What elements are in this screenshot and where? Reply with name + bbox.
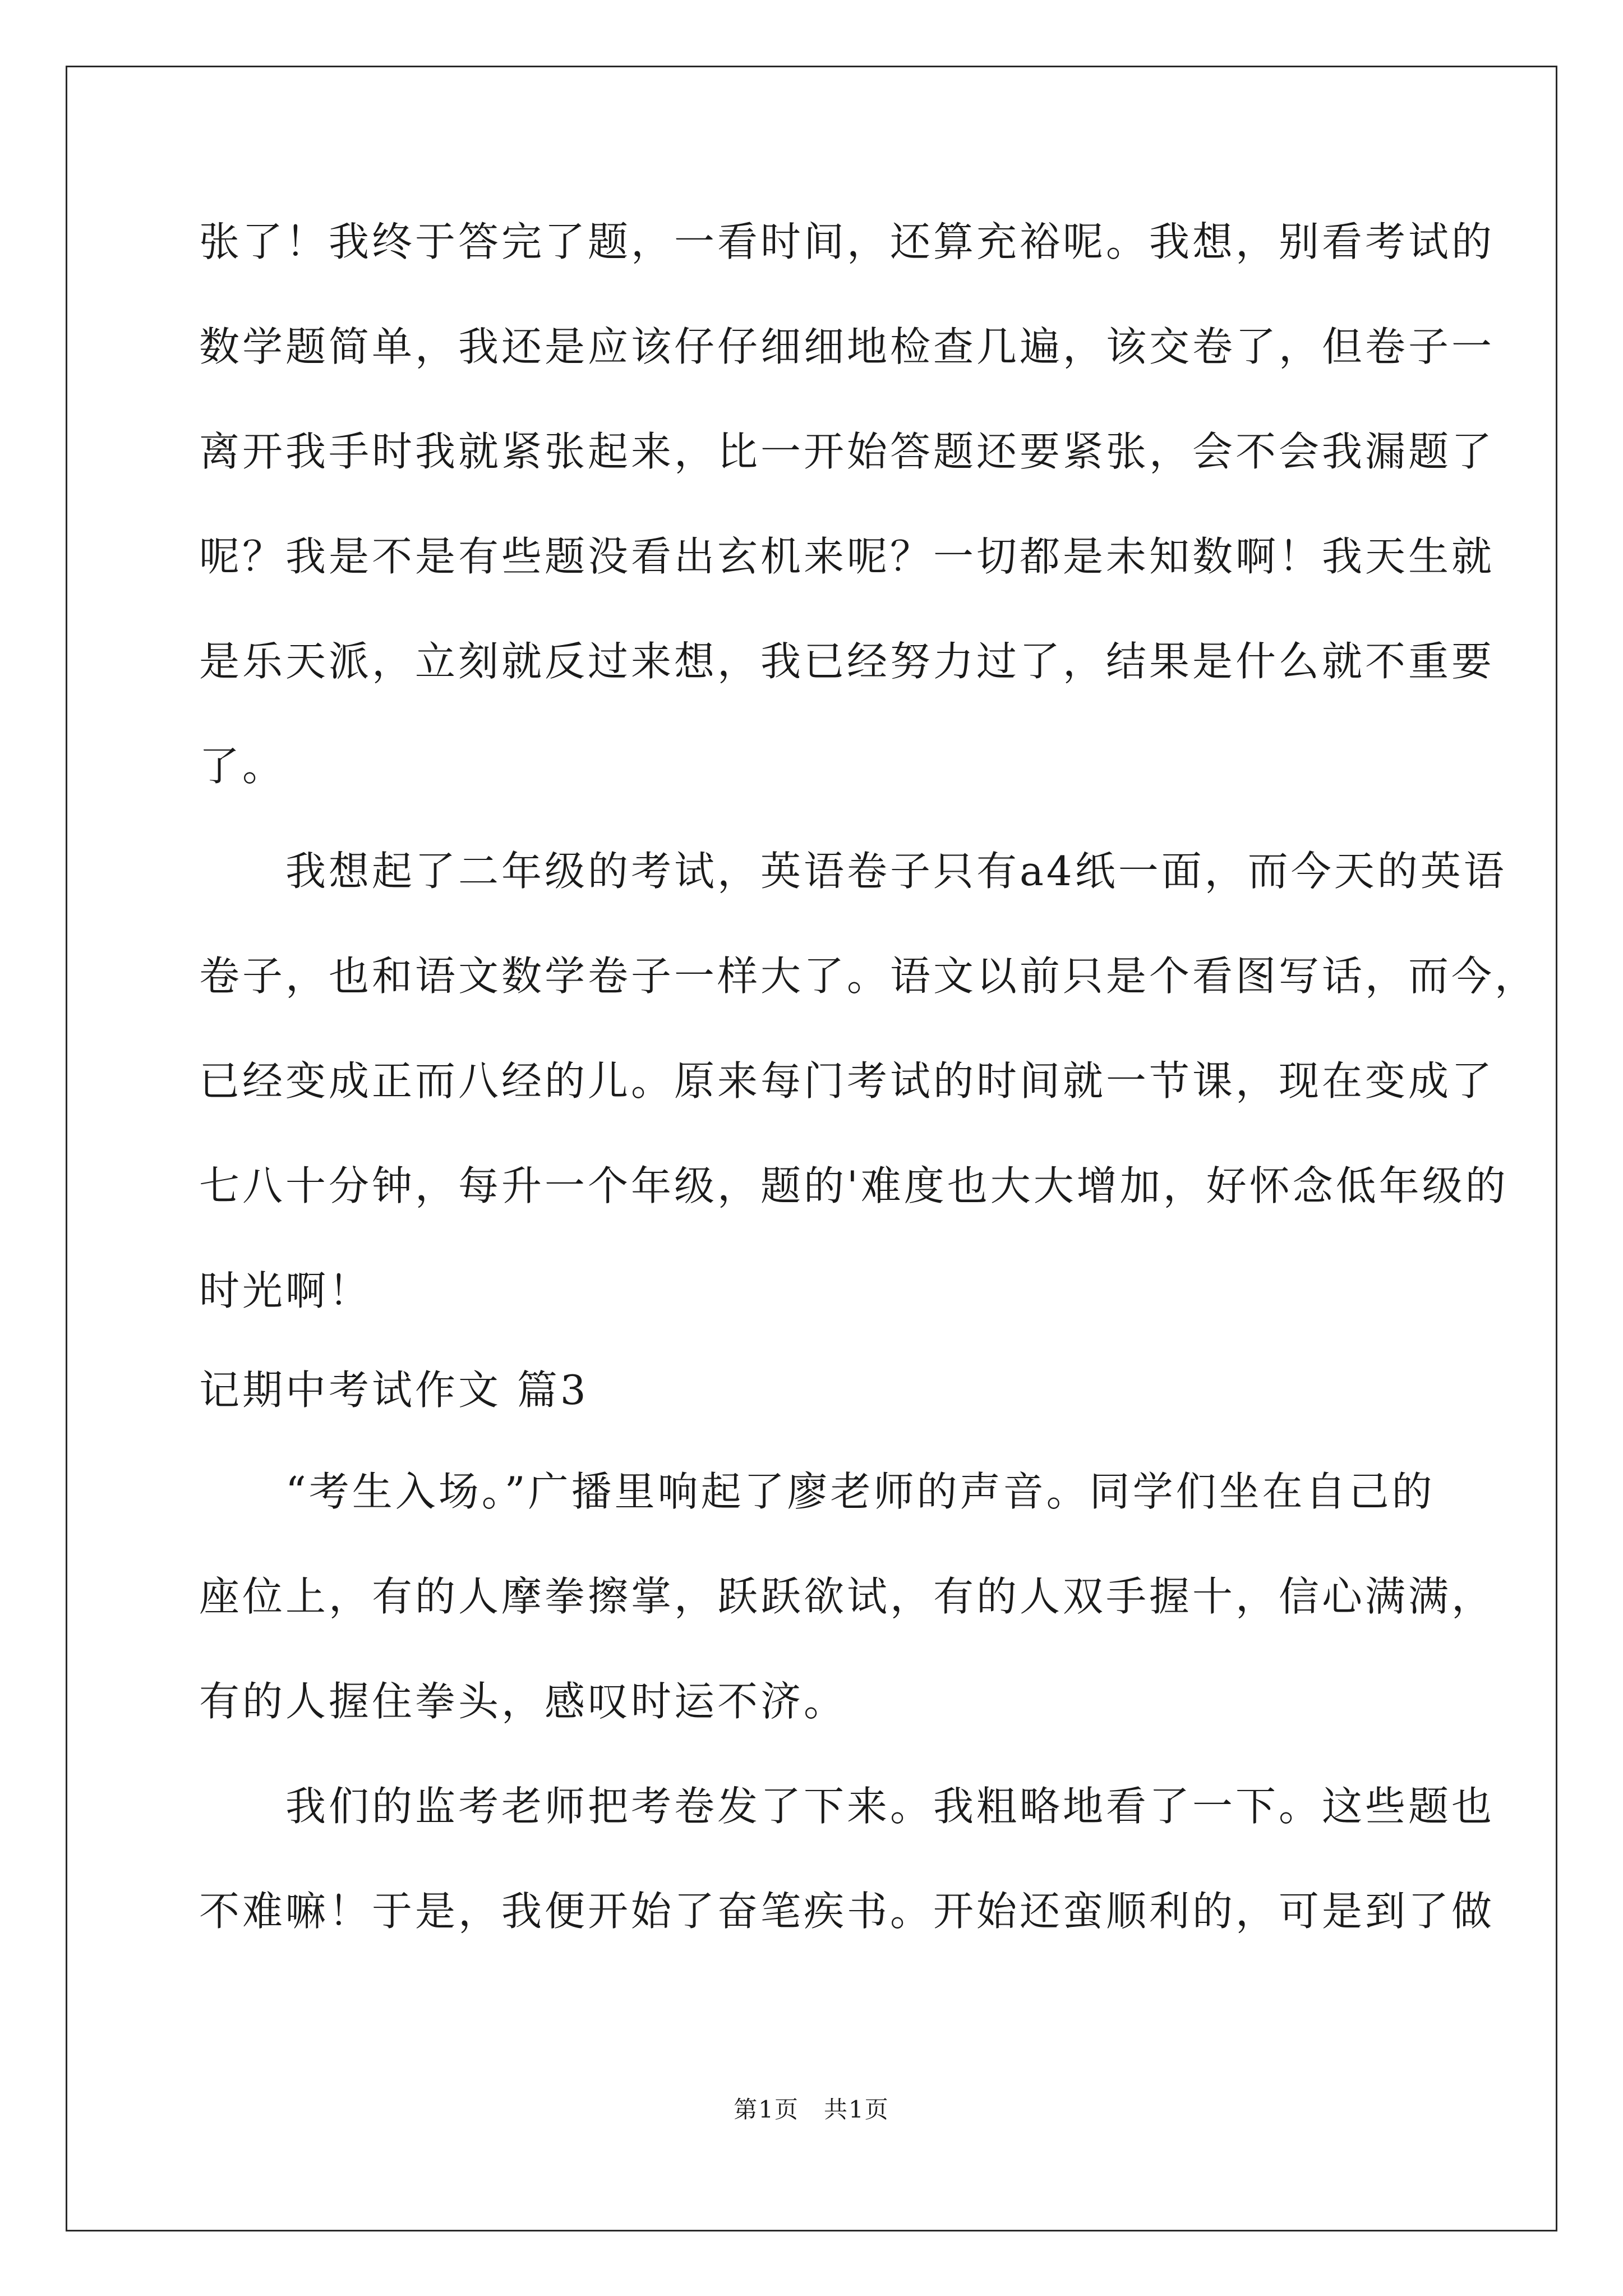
text-line: 离开我手时我就紧张起来，比一开始答题还要紧张，会不会我漏题了 bbox=[199, 428, 1495, 475]
text-line: 卷子，也和语文数学卷子一样大了。语文以前只是个看图写话，而今， bbox=[199, 953, 1538, 1000]
text-line: 已经变成正而八经的儿。原来每门考试的时间就一节课，现在变成了 bbox=[199, 1057, 1495, 1105]
text-line: 数学题简单，我还是应该仔仔细细地检查几遍，该交卷了，但卷子一 bbox=[199, 323, 1495, 370]
text-line: 呢？我是不是有些题没看出玄机来呢？一切都是未知数啊！我天生就 bbox=[199, 533, 1495, 580]
text-line: 是乐天派，立刻就反过来想，我已经努力过了，结果是什么就不重要 bbox=[199, 638, 1495, 685]
text-line: 我想起了二年级的考试，英语卷子只有a4纸一面，而今天的英语 bbox=[199, 848, 1507, 895]
text-line: 时光啊！ bbox=[199, 1267, 372, 1314]
text-line: 七八十分钟，每升一个年级，题的'难度也大大增加，好怀念低年级的 bbox=[199, 1162, 1509, 1209]
text-line: 座位上，有的人摩拳擦掌，跃跃欲试，有的人双手握十，信心满满， bbox=[199, 1573, 1495, 1620]
text-line: “考生入场。”广播里响起了廖老师的声音。同学们坐在自己的 bbox=[199, 1468, 1435, 1515]
text-line: 我们的监考老师把考卷发了下来。我粗略地看了一下。这些题也 bbox=[199, 1783, 1495, 1830]
text-line: 张了！我终于答完了题，一看时间，还算充裕呢。我想，别看考试的 bbox=[199, 218, 1495, 265]
page-number-footer: 第1页 共1页 bbox=[734, 2096, 889, 2123]
text-line: 有的人握住拳头，感叹时运不济。 bbox=[199, 1678, 847, 1725]
section-heading: 记期中考试作文 篇3 bbox=[199, 1366, 589, 1414]
text-line: 了。 bbox=[199, 743, 286, 790]
text-line: 不难嘛！于是，我便开始了奋笔疾书。开始还蛮顺利的，可是到了做 bbox=[199, 1888, 1495, 1935]
